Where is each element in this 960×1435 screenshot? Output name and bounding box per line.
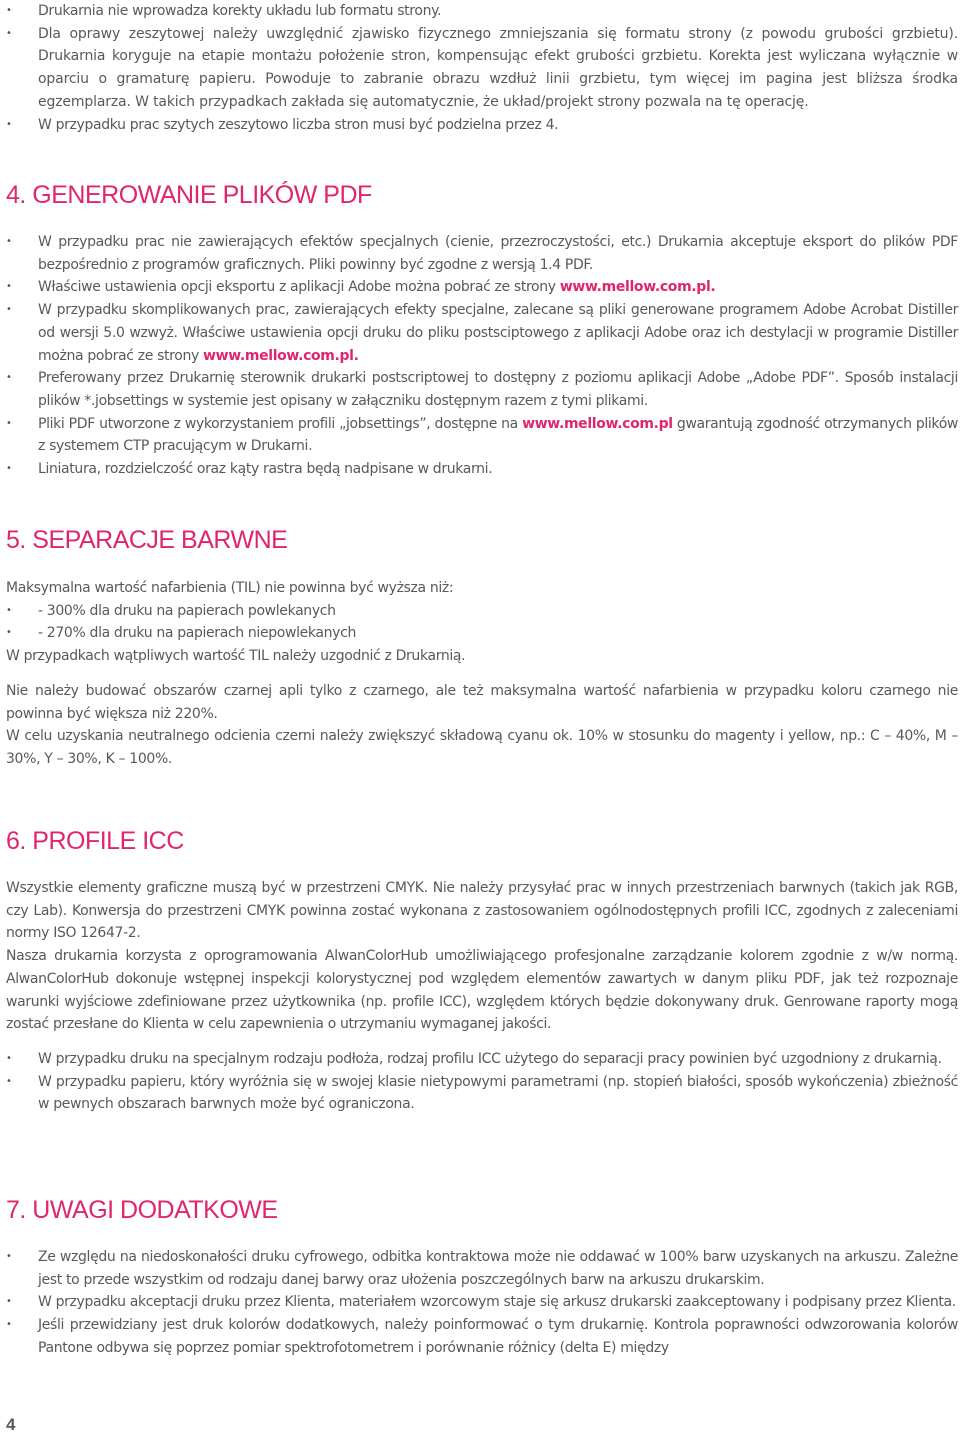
paragraph: Wszystkie elementy graficzne muszą być w przestrzeni CMYK. Nie należy przysyłać prac w innych przestrzeniach barwnych (takich jak RGB, czy Lab). Konwersja do przestrzeni CMYK powinna zostać wykonana z zastosowaniem ogólnodostępnych profili ICC, zgodnych z zaleceniami normy ISO 12647-2. [6, 880, 958, 942]
mellow-link[interactable]: www.mellow.com.pl [522, 415, 673, 432]
paragraph: Maksymalna wartość nafarbienia (TIL) nie powinna być wyższa niż: [6, 580, 454, 596]
section-7-heading: 7. UWAGI DODATKOWE [6, 1196, 278, 1224]
item-text: Pliki PDF utworzone z wykorzystaniem profili „jobsettings”, dostępne na [38, 415, 523, 432]
section-6-heading: 6. PROFILE ICC [6, 827, 184, 855]
item-text: gwarantują zgodność otrzymanych plików z systemem CTP pracującym w Drukarni. [38, 415, 959, 455]
list-item: • - 270% dla druku na papierach niepowlekanych [6, 622, 958, 645]
section-6-body [6, 877, 958, 1116]
list-item: • W przypadku papieru, który wyróżnia się w swojej klasie nietypowymi parametrami (np. stopień białości, sposób wykończenia) zbieżność w pewnych obszarach barwnych może być ograniczona. [6, 1071, 958, 1116]
item-text: Właściwe ustawienia opcji eksportu z aplikacji Adobe można pobrać ze strony [38, 279, 560, 296]
section-4-heading: 4. GENEROWANIE PLIKÓW PDF [6, 181, 372, 209]
page-number: 4 [6, 1415, 16, 1434]
list-item: • W przypadku prac nie zawierających efektów specjalnych (cienie, przezroczystości, etc.) Drukarnia akceptuje eksport do plików PDF bezpośrednio z programów graficznych. Pliki powinny być zgodne z wersją 1.4 PDF. [6, 231, 958, 276]
section-5-heading: 5. SEPARACJE BARWNE [6, 526, 288, 554]
paragraph: Nie należy budować obszarów czarnej apli tylko z czarnego, ale też maksymalna wartość nafarbienia w przypadku koloru czarnego nie powinna być większa niż 220%. [6, 682, 958, 722]
list-item: • Drukarnia nie wprowadza korekty układu lub formatu strony. [6, 0, 958, 23]
list-item: • Preferowany przez Drukarnię sterownik drukarki postscriptowej to dostępny z poziomu aplikacji Adobe „Adobe PDF”. Sposób instalacji plików *.jobsettings w systemie jest opisany w załączniku dostępnym razem z tymi plikami. [6, 367, 958, 412]
list-item [6, 276, 958, 299]
list-item: • Liniatura, rozdzielczość oraz kąty rastra będą nadpisane w drukarni. [6, 458, 958, 481]
list-item: • - 300% dla druku na papierach powlekanych [6, 600, 958, 623]
mellow-link[interactable]: www.mellow.com.pl. [203, 347, 359, 364]
section-4-list [6, 231, 958, 481]
section-5-body [6, 577, 958, 771]
mellow-link[interactable]: www.mellow.com.pl. [559, 279, 716, 296]
list-item [6, 299, 958, 367]
paragraph: Nasza drukarnia korzysta z oprogramowania AlwanColorHub umożliwiającego profesjonalne zarządzanie kolorem zgodnie z w/w normą. AlwanColorHub dokonuje wstępnej inspekcji kolorystycznej pod względem elementów zawartych w danym pliku PDF, jak też rozpoznaje warunki wyjściowe zdefiniowane przez użytkownika (np. profile ICC), względem których będzie dokonywany druk. Genrowane raporty mogą zostać przesłane do Klienta w celu zapewnienia o utrzymaniu wymaganej jakości. [6, 948, 958, 1033]
section-7-list [6, 1246, 958, 1360]
list-item: • W przypadku akceptacji druku przez Klienta, materiałem wzorcowym staje się arkusz drukarski zaakceptowany i podpisany przez Klienta. [6, 1291, 958, 1314]
list-item: • Jeśli przewidziany jest druk kolorów dodatkowych, należy poinformować o tym drukarnię. Kontrola poprawności odwzorowania kolorów Pantone odbywa się poprzez pomiar spektrofotometrem i porównanie różnicy (delta E) między [6, 1314, 958, 1359]
list-item: • Dla oprawy zeszytowej należy uwzględnić zjawisko fizycznego zmniejszania się formatu strony (z powodu grubości grzbietu). Drukarnia koryguje na etapie montażu położenie stron, kompensując efekt grubości grzbietu. Korekta jest wyliczana wyłącznie w oparciu o gramaturę papieru. Powoduje to zabranie obrazu wzdłuż linii grzbietu, tym więcej im pagina jest bliższa środka egzemplarza. W takich przypadkach zakłada się automatycznie, że układ/projekt strony pozwala na tę operację. [6, 23, 958, 114]
list-item: • W przypadku druku na specjalnym rodzaju podłoża, rodzaj profilu ICC użytego do separacji pracy powinien być uzgodniony z drukarnią. [6, 1048, 958, 1071]
paragraph: W przypadkach wątpliwych wartość TIL należy uzgodnić z Drukarnią. [6, 648, 466, 665]
list-item [6, 413, 958, 458]
item-text: W przypadku skomplikowanych prac, zawierających efekty specjalne, zalecane są pliki generowane programem Adobe Acrobat Distiller od wersji 5.0 wzwyż. Właściwe ustawienia opcji druku do pliku postsciptowego z aplikacji Adobe oraz ich destylacji w programie Distiller można pobrać ze strony [38, 302, 958, 364]
list-item: • Ze względu na niedoskonałości druku cyfrowego, odbitka kontraktowa może nie oddawać w 100% barw uzyskanych na arkuszu. Zależne jest to przede wszystkim od rodzaju danej barwy oraz ułożenia poszczególnych barw na arkuszu drukarskim. [6, 1246, 958, 1291]
intro-bullets [6, 0, 958, 136]
list-item: • W przypadku prac szytych zeszytowo liczba stron musi być podzielna przez 4. [6, 114, 958, 137]
paragraph: W celu uzyskania neutralnego odcienia czerni należy zwiększyć składową cyanu ok. 10% w stosunku do magenty i yellow, np.: C – 40%, M – 30%, Y – 30%, K – 100%. [6, 728, 958, 767]
